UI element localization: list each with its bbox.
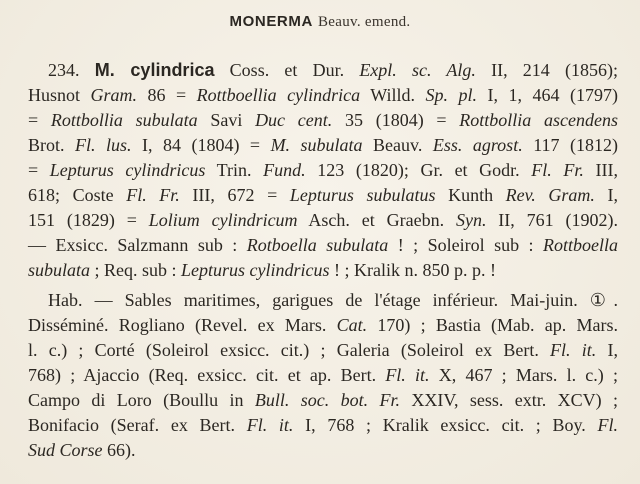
habitat-line-6: Bonifacio (Seraf. ex Bert. Fl. it. I, 768 ; Kralik exsicc. cit. ; Boy. Fl. [28,415,618,435]
habitat-line-7: Sud Corse 66). [28,440,136,460]
genus-author: Beauv. emend. [317,14,411,30]
habitat-line-4: 768) ; Ajaccio (Req. exsicc. cit. et ap. Bert. Fl. it. X, 467 ; Mars. l. c.) ; [28,365,618,385]
genus-name: MONERMA [229,13,313,30]
habitat-line-5: Campo di Loro (Boullu in Bull. soc. bot. Fr. XXIV, sess. extr. XCV) ; [28,390,619,410]
habitat-line-2: Disséminé. Rogliano (Revel. ex Mars. Cat. 170) ; Bastia (Mab. ap. Mars. [28,315,618,335]
entry-line-3: = Rottbollia subulata Savi Duc cent. 35 (1804) = Rottbollia ascendens [28,110,618,130]
genus-heading [0,12,640,31]
entry-line-6: 618; Coste Fl. Fr. III, 672 = Lepturus subulatus Kunth Rev. Gram. I, [28,185,619,205]
entry-line-9: subulata ; Req. sub : Lepturus cylindricus ! ; Kralik n. 850 p. p. ! [28,260,497,280]
entry-line-1: 234. M. cylindrica Coss. et Dur. Expl. sc. Alg. II, 214 (1856); [48,60,618,80]
entry-line-5: = Lepturus cylindricus Trin. Fund. 123 (1820); Gr. et Godr. Fl. Fr. III, [28,160,618,180]
entry-line-7: 151 (1829) = Lolium cylindricum Asch. et Graebn. Syn. II, 761 (1902). [28,210,618,230]
entry-line-2: Husnot Gram. 86 = Rottboellia cylindrica Willd. Sp. pl. I, 1, 464 (1797) [28,85,618,105]
habitat-line-3: l. c.) ; Corté (Soleirol exsicc. cit.) ; Galeria (Soleirol ex Bert. Fl. it. I, [28,340,618,360]
entry-line-8: — Exsicc. Salzmann sub : Rotboella subulata ! ; Soleirol sub : Rottboella [28,235,619,255]
habitat-line-1: Hab. — Sables maritimes, garigues de l'étage inférieur. Mai-juin. ①. [48,290,618,310]
entry-line-4: Brot. Fl. lus. I, 84 (1804) = M. subulata Beauv. Ess. agrost. 117 (1812) [28,135,618,155]
